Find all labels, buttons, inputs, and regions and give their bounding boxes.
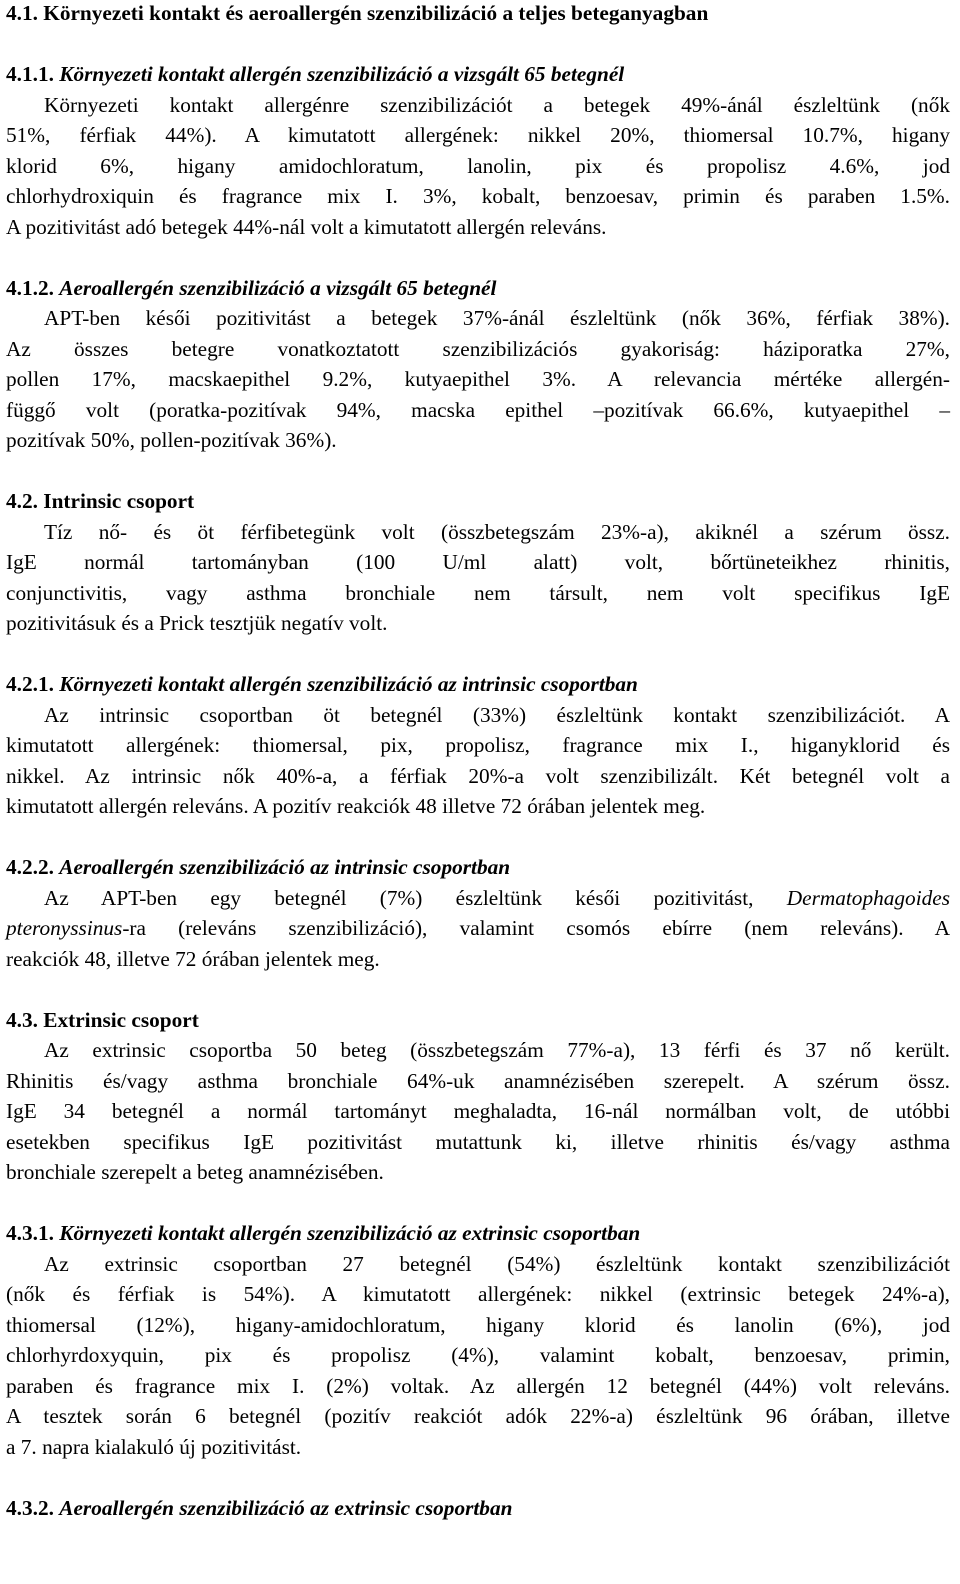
- paragraph-line: esetekben specifikus IgE pozitivitást mutattunk ki, illetve rhinitis és/vagy asthma: [6, 1129, 950, 1154]
- spacer: [6, 974, 950, 1005]
- paragraph-line: a 7. napra kialakuló új pozitivitást.: [6, 1434, 302, 1459]
- paragraph-line: 51%, férfiak 44%). A kimutatott allergének: nikkel 20%, thiomersal 10.7%, higany: [6, 123, 950, 147]
- paragraph-line: nikkel. Az intrinsic nők 40%-a, a férfiak 20%-a volt szenzibilizált. Két betegnél volt a: [6, 763, 950, 788]
- section-title: Aeroallergén szenzibilizáció az extrinsic csoportban: [59, 1495, 513, 1520]
- paragraph-line: függő volt (poratka-pozitívak 94%, macska epithel –pozitívak 66.6%, kutyaepithel –: [6, 397, 950, 422]
- section-heading-4-2-2: [6, 852, 950, 883]
- section-heading-4-3: [6, 1005, 950, 1036]
- paragraph-line: pollen 17%, macskaepithel 9.2%, kutyaepithel 3%. A relevancia mértéke allergén-: [6, 367, 950, 391]
- section-heading-4-2: [6, 486, 950, 517]
- species-name: pteronyssinus: [6, 916, 123, 940]
- paragraph-line: Az extrinsic csoportban 27 betegnél (54%) észleltünk kontakt szenzibilizációt: [44, 1251, 950, 1276]
- section-title: Környezeti kontakt allergén szenzibilizáció az intrinsic csoportban: [59, 672, 638, 696]
- paragraph-line: A tesztek során 6 betegnél (pozitív reakciót adók 22%-a) észleltünk 96 órában, illetve: [6, 1404, 950, 1428]
- paragraph-line: [6, 883, 950, 914]
- section-heading-4-1: 4.1. Környezeti kontakt és aeroallergén szenzibilizáció a teljes beteganyagban: [6, 1, 709, 25]
- section-title: Aeroallergén szenzibilizáció az intrinsic csoportban: [59, 855, 511, 879]
- paragraph-line: reakciók 48, illetve 72 órában jelentek meg.: [6, 946, 380, 971]
- document-page: [6, 0, 950, 1523]
- paragraph-line: [6, 913, 950, 944]
- section-heading-4-3-2: [6, 1493, 950, 1524]
- section-number: 4.1.1.: [6, 62, 54, 86]
- paragraph-line: Rhinitis és/vagy asthma bronchiale 64%-uk anamnézisében szerepelt. A szérum össz.: [6, 1068, 950, 1093]
- paragraph-line: IgE 34 betegnél a normál tartományt meghaladta, 16-nál normálban volt, de utóbbi: [6, 1099, 950, 1123]
- paragraph-line: thiomersal (12%), higany-amidochloratum, higany klorid és lanolin (6%), jod: [6, 1312, 950, 1337]
- paragraph-line: chlorhyrdoxyquin, pix és propolisz (4%), valamint kobalt, benzoesav, primin,: [6, 1343, 950, 1367]
- text-run: -ra (releváns szenzibilizáció), valamint csomós ebírre (nem releváns). A: [122, 916, 950, 940]
- paragraph-line: Az extrinsic csoportba 50 beteg (összbetegszám 77%-a), 13 férfi és 37 nő került.: [44, 1038, 950, 1062]
- section-heading-4-1-2: [6, 273, 950, 304]
- paragraph-line: A pozitivitást adó betegek 44%-nál volt a kimutatott allergén releváns.: [6, 214, 607, 239]
- paragraph-line: pozitivitásuk és a Prick tesztjük negatív volt.: [6, 611, 388, 635]
- section-title: Extrinsic csoport: [43, 1007, 199, 1032]
- section-title: Környezeti kontakt allergén szenzibilizáció a vizsgált 65 betegnél: [59, 62, 625, 86]
- spacer: [6, 1462, 950, 1493]
- section-number: 4.3.: [6, 1007, 38, 1032]
- spacer: [6, 822, 950, 853]
- section-heading-4-3-1: [6, 1218, 950, 1249]
- spacer: [6, 639, 950, 670]
- paragraph-line: kimutatott allergének: thiomersal, pix, propolisz, fragrance mix I., higanyklorid és: [6, 733, 950, 757]
- paragraph-line: kimutatott allergén releváns. A pozitív reakciók 48 illetve 72 órában jelentek meg.: [6, 794, 706, 818]
- section-number: 4.2.2.: [6, 855, 54, 879]
- paragraph-line: Környezeti kontakt allergénre szenzibilizációt a betegek 49%-ánál észleltünk (nők: [44, 92, 950, 117]
- section-number: 4.3.1.: [6, 1221, 54, 1245]
- paragraph-line: klorid 6%, higany amidochloratum, lanolin, pix és propolisz 4.6%, jod: [6, 153, 950, 178]
- paragraph-line: chlorhydroxiquin és fragrance mix I. 3%, kobalt, benzoesav, primin és paraben 1.5%.: [6, 184, 950, 208]
- paragraph-line: Tíz nő- és öt férfibetegünk volt (összbetegszám 23%-a), akiknél a szérum össz.: [44, 519, 950, 544]
- spacer: [6, 1188, 950, 1219]
- section-number: 4.2.: [6, 489, 38, 513]
- paragraph-line: pozitívak 50%, pollen-pozitívak 36%).: [6, 428, 337, 452]
- section-number: 4.1.2.: [6, 275, 54, 300]
- section-title: Környezeti kontakt allergén szenzibilizáció az extrinsic csoportban: [59, 1221, 641, 1245]
- paragraph-line: bronchiale szerepelt a beteg anamnézisében.: [6, 1160, 384, 1184]
- spacer: [6, 242, 950, 273]
- section-number: 4.3.2.: [6, 1495, 54, 1520]
- paragraph-line: Az összes betegre vonatkoztatott szenzibilizációs gyakoriság: háziporatka 27%,: [6, 336, 950, 361]
- species-name: Dermatophagoides: [786, 885, 950, 910]
- spacer: [6, 29, 950, 60]
- spacer: [6, 456, 950, 487]
- section-title: Aeroallergén szenzibilizáció a vizsgált 65 betegnél: [59, 275, 497, 300]
- section-title: Intrinsic csoport: [43, 489, 195, 513]
- paragraph-line: Az intrinsic csoportban öt betegnél (33%) észleltünk kontakt szenzibilizációt. A: [44, 702, 950, 727]
- paragraph-line: paraben és fragrance mix I. (2%) voltak. Az allergén 12 betegnél (44%) volt releváns.: [6, 1373, 950, 1398]
- paragraph-line: APT-ben késői pozitivitást a betegek 37%-ánál észleltünk (nők 36%, férfiak 38%).: [44, 306, 950, 330]
- text-run: Az APT-ben egy betegnél (7%) észleltünk késői pozitivitást,: [44, 885, 787, 910]
- section-heading-4-1-1: [6, 59, 950, 90]
- paragraph-line: conjunctivitis, vagy asthma bronchiale nem társult, nem volt specifikus IgE: [6, 580, 950, 605]
- section-heading-4-2-1: [6, 669, 950, 700]
- section-number: 4.2.1.: [6, 672, 54, 696]
- paragraph-line: IgE normál tartományban (100 U/ml alatt) volt, bőrtüneteikhez rhinitis,: [6, 550, 950, 574]
- paragraph-line: (nők és férfiak is 54%). A kimutatott allergének: nikkel (extrinsic betegek 24%-a),: [6, 1282, 950, 1306]
